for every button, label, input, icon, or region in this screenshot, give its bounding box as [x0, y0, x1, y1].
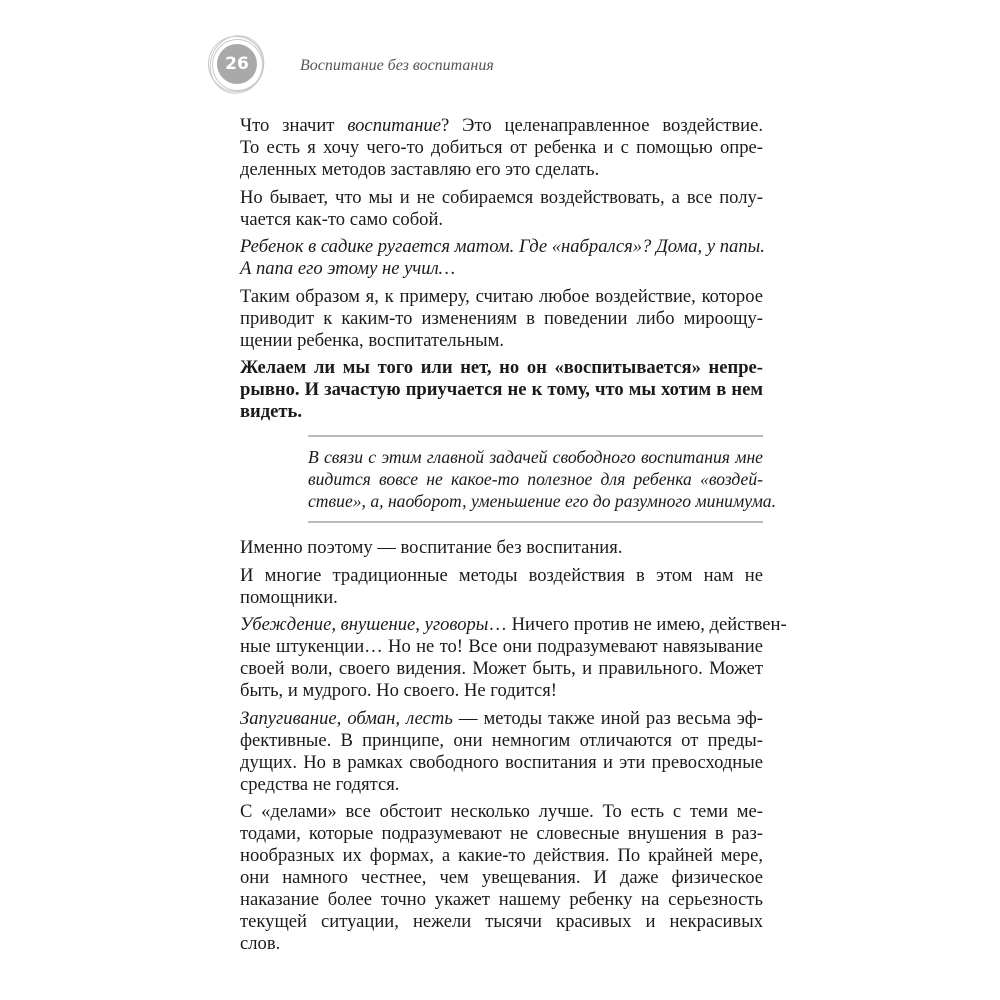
text-line: В связи с этим главной задачей свободного воспитания мне [308, 447, 763, 467]
bold-paragraph [240, 357, 763, 423]
text-line: Желаем ли мы того или нет, но он «воспитывается» непре- [240, 357, 763, 378]
text-line: они намного честнее, чем увещевания. И даже физическое [240, 867, 763, 888]
text-line: средства не годятся. [240, 773, 400, 795]
page-body [240, 115, 787, 961]
text-line: фективные. В принципе, они немногим отличаются от преды- [240, 729, 763, 751]
text-line: помощники. [240, 586, 338, 608]
italic-term: Запугивание, обман, лесть [240, 707, 453, 729]
paragraph [240, 614, 787, 702]
paragraph [240, 115, 763, 181]
text-line: Именно поэтому — воспитание без воспитания. [240, 537, 623, 558]
page-number: 26 [217, 44, 257, 84]
text-line [240, 115, 763, 137]
text-line [240, 614, 787, 636]
paragraph [240, 565, 763, 609]
text-line: видится вовсе не какое-то полезное для ребенка «воздей- [308, 469, 763, 489]
text-line: щении ребенка, воспитательным. [240, 329, 505, 351]
text-line: видеть. [240, 401, 303, 422]
text-line: своей воли, своего видения. Может быть, и правильного. Может [240, 658, 763, 679]
text-line: тодами, которые подразумевают не словесные внушения в раз- [240, 823, 763, 844]
text-line: ные штукенции… Но не то! Все они подразумевают навязывание [240, 636, 763, 657]
text-line: Но бывает, что мы и не собираемся воздействовать, а все полу- [240, 186, 763, 208]
italic-example [240, 236, 763, 280]
text-line: То есть я хочу чего-то добиться от ребенка и с помощью опре- [240, 137, 763, 158]
text-segment: — методы также иной раз весьма эф- [452, 707, 764, 729]
page-number-badge [208, 36, 264, 92]
text-line: слов. [240, 933, 281, 954]
pull-quote [308, 435, 777, 523]
italic-term: Убеждение, внушение, уговоры [240, 614, 489, 635]
italic-term: воспитание [347, 115, 442, 136]
text-line: А папа его этому не учил… [240, 258, 456, 279]
text-line: наказание более точно укажет нашему ребенку на серьезность [240, 889, 763, 910]
text-line: быть, и мудрого. Но своего. Не годится! [240, 680, 557, 701]
text-segment: Что значит [240, 115, 348, 136]
paragraph [240, 537, 763, 559]
running-title: Воспитание без воспитания [300, 57, 494, 74]
text-line: И многие традиционные методы воздействия в этом нам не [240, 564, 763, 586]
text-line: Ребенок в садике ругается матом. Где «набрался»? Дома, у папы. [240, 236, 765, 257]
text-line: текущей ситуации, нежели тысячи красивых и некрасивых [240, 911, 763, 932]
text-line: рывно. И зачастую приучается не к тому, что мы хотим в нем [240, 379, 763, 400]
text-line: нообразных их формах, а какие-то действия. По крайней мере, [240, 845, 763, 866]
paragraph [240, 286, 763, 352]
text-segment: … Ничего против не имею, действен- [488, 614, 787, 635]
text-line: ствие», а, наоборот, уменьшение его до разумного минимума. [308, 491, 777, 511]
text-line: дущих. Но в рамках свободного воспитания и эти превосходные [240, 751, 763, 773]
text-line: приводит к каким-то изменениям в поведении либо мироощу- [240, 307, 763, 329]
text-line: Таким образом я, к примеру, считаю любое воздействие, которое [240, 285, 763, 307]
text-segment: ? Это целенаправленное воздействие. [441, 115, 764, 136]
text-line: чается как-то само собой. [240, 208, 444, 230]
text-line: деленных методов заставляю его это сделать. [240, 159, 600, 180]
text-line [240, 708, 763, 730]
paragraph [240, 801, 763, 955]
paragraph [240, 708, 763, 796]
text-line: С «делами» все обстоит несколько лучше. То есть с теми ме- [240, 801, 763, 822]
paragraph [240, 187, 763, 231]
